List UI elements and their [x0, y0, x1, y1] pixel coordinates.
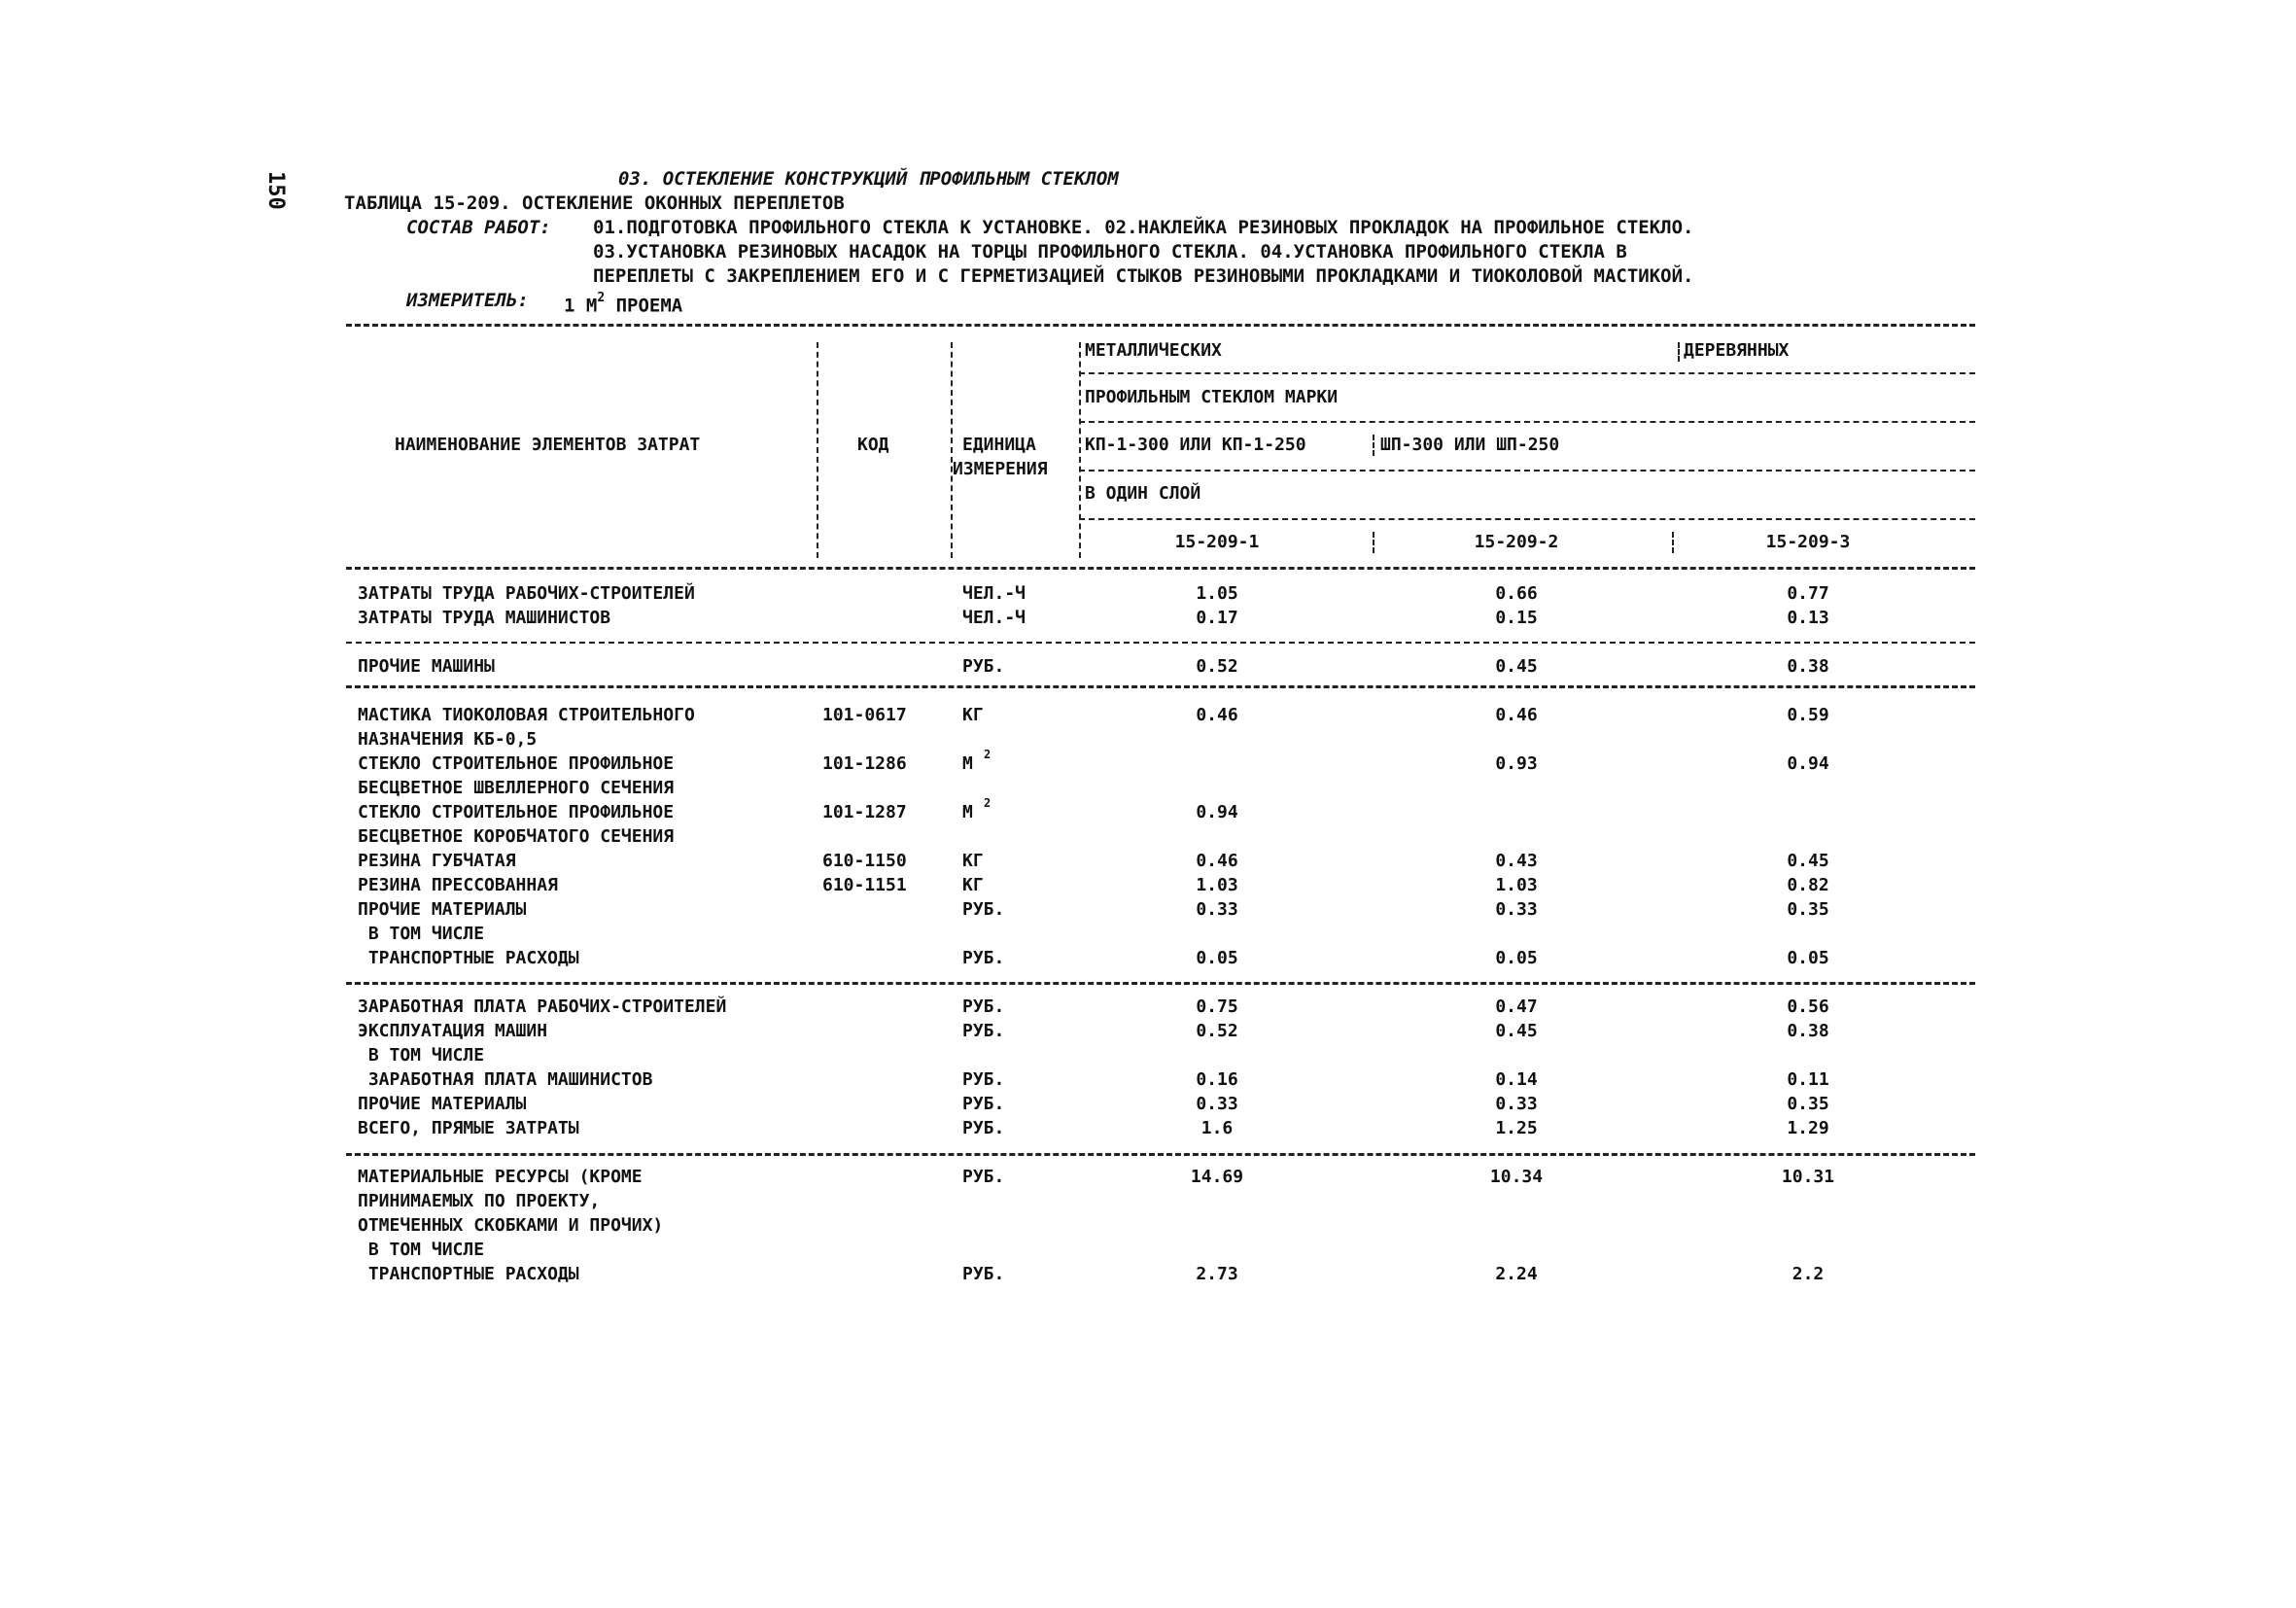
row-name: ОТМЕЧЕННЫХ СКОБКАМИ И ПРОЧИХ)	[358, 1215, 664, 1236]
col-divider	[1079, 342, 1081, 558]
table-row	[0, 1165, 2296, 1189]
row-value-15-209-3: 0.77	[1787, 583, 1829, 604]
row-name: ПРОЧИЕ МАШИНЫ	[358, 656, 495, 677]
row-value-15-209-2: 0.15	[1495, 608, 1538, 628]
table-row	[0, 581, 2296, 606]
table-row	[0, 995, 2296, 1019]
row-name: БЕСЦВЕТНОЕ КОРОБЧАТОГО СЕЧЕНИЯ	[358, 826, 675, 847]
row-unit: М	[962, 753, 973, 774]
table-row	[0, 873, 2296, 897]
section-rule	[346, 1153, 1975, 1156]
row-value-15-209-1: 0.33	[1196, 1094, 1238, 1114]
row-unit: РУБ.	[962, 1167, 1005, 1187]
row-name: В ТОМ ЧИСЛЕ	[358, 1240, 485, 1260]
table-row	[0, 1092, 2296, 1116]
row-value-15-209-2: 0.33	[1495, 1094, 1538, 1114]
row-value-15-209-2: 0.45	[1495, 1021, 1538, 1041]
row-value-15-209-1: 0.46	[1196, 851, 1238, 871]
row-unit: РУБ.	[962, 996, 1005, 1017]
row-unit: М	[962, 802, 973, 822]
row-value-15-209-2: 10.34	[1489, 1167, 1544, 1187]
row-value-15-209-3: 0.38	[1787, 1021, 1829, 1041]
row-name: НАЗНАЧЕНИЯ КБ-0,5	[358, 729, 538, 750]
header-code-col: КОД	[857, 435, 889, 455]
row-value-15-209-2: 0.33	[1495, 899, 1538, 920]
row-code: 610-1150	[822, 851, 907, 871]
header-rule	[1079, 518, 1975, 520]
row-value-15-209-3: 0.56	[1787, 996, 1829, 1017]
row-value-15-209-3: 0.13	[1787, 608, 1829, 628]
table-row	[0, 1067, 2296, 1092]
header-rule	[1079, 421, 1975, 423]
table-top-rule	[346, 324, 1975, 327]
row-value-15-209-3: 0.35	[1787, 899, 1829, 920]
row-value-15-209-3: 0.38	[1787, 656, 1829, 677]
row-unit: РУБ.	[962, 1069, 1005, 1090]
measure-value	[564, 289, 682, 318]
row-code: 101-0617	[822, 705, 907, 725]
table-row	[0, 922, 2296, 946]
row-value-15-209-1: 14.69	[1190, 1167, 1244, 1187]
row-code: 610-1151	[822, 875, 907, 895]
table-row	[0, 849, 2296, 873]
row-unit-sup: 2	[984, 796, 991, 810]
row-unit: РУБ.	[962, 948, 1005, 968]
header-col-3: 15-209-3	[1765, 532, 1851, 552]
table-row	[0, 897, 2296, 922]
col-divider	[1373, 532, 1374, 553]
row-unit: РУБ.	[962, 1021, 1005, 1041]
table-row	[0, 727, 2296, 752]
row-value-15-209-3: 0.94	[1787, 753, 1829, 774]
row-value-15-209-2: 0.46	[1495, 705, 1538, 725]
header-metal: МЕТАЛЛИЧЕСКИХ	[1085, 340, 1222, 361]
measure-value-sup: 2	[597, 291, 606, 305]
row-unit: ЧЕЛ.-Ч	[962, 583, 1026, 604]
header-col-2: 15-209-2	[1474, 532, 1559, 552]
header-unit-col: ЕДИНИЦА	[962, 435, 1036, 455]
row-value-15-209-2: 0.45	[1495, 656, 1538, 677]
work-composition-line: 03.УСТАНОВКА РЕЗИНОВЫХ НАСАДОК НА ТОРЦЫ ПРОФИЛЬНОГО СТЕКЛА. 04.УСТАНОВКА ПРОФИЛЬНОГО СТЕКЛА В	[593, 241, 1627, 262]
row-name: ПРОЧИЕ МАТЕРИАЛЫ	[358, 1094, 527, 1114]
row-value-15-209-2: 1.03	[1495, 875, 1538, 895]
table-title: ТАБЛИЦА 15-209. ОСТЕКЛЕНИЕ ОКОННЫХ ПЕРЕПЛЕТОВ	[344, 192, 845, 214]
col-divider	[1373, 435, 1374, 456]
table-row	[0, 1262, 2296, 1286]
col-divider	[951, 342, 953, 558]
table-row	[0, 654, 2296, 679]
row-name: ЭКСПЛУАТАЦИЯ МАШИН	[358, 1021, 548, 1041]
table-row	[0, 776, 2296, 800]
row-value-15-209-1: 0.16	[1196, 1069, 1238, 1090]
col-divider	[1672, 532, 1674, 553]
row-name: МАСТИКА ТИОКОЛОВАЯ СТРОИТЕЛЬНОГО	[358, 705, 695, 725]
row-unit: РУБ.	[962, 1264, 1005, 1284]
header-rule	[1079, 470, 1975, 472]
row-value-15-209-1: 1.05	[1196, 583, 1238, 604]
row-value-15-209-3: 0.82	[1787, 875, 1829, 895]
row-name: ЗАТРАТЫ ТРУДА РАБОЧИХ-СТРОИТЕЛЕЙ	[358, 583, 695, 604]
page-number: 150	[263, 171, 288, 210]
measure-value-text: ПРОЕМА	[605, 295, 683, 317]
row-unit: РУБ.	[962, 899, 1005, 920]
row-value-15-209-3: 2.2	[1792, 1264, 1825, 1284]
row-unit: ЧЕЛ.-Ч	[962, 608, 1026, 628]
row-unit: РУБ.	[962, 1118, 1005, 1138]
col-divider	[817, 342, 818, 558]
row-value-15-209-1: 0.94	[1196, 802, 1238, 822]
row-name: ТРАНСПОРТНЫЕ РАСХОДЫ	[358, 948, 579, 968]
header-col-1: 15-209-1	[1174, 532, 1260, 552]
row-value-15-209-2: 0.14	[1495, 1069, 1538, 1090]
table-row	[0, 1019, 2296, 1043]
row-value-15-209-3: 0.45	[1787, 851, 1829, 871]
row-name: ТРАНСПОРТНЫЕ РАСХОДЫ	[358, 1264, 579, 1284]
header-name-col: НАИМЕНОВАНИЕ ЭЛЕМЕНТОВ ЗАТРАТ	[395, 435, 701, 455]
row-code: 101-1287	[822, 802, 907, 822]
row-value-15-209-1: 0.52	[1196, 656, 1238, 677]
table-row	[0, 824, 2296, 849]
work-composition-line: ПЕРЕПЛЕТЫ С ЗАКРЕПЛЕНИЕМ ЕГО И С ГЕРМЕТИЗАЦИЕЙ СТЫКОВ РЕЗИНОВЫМИ ПРОКЛАДКАМИ И ТИОКОЛОВОЙ МАСТИКОЙ.	[593, 265, 1694, 287]
table-row	[0, 1238, 2296, 1262]
row-value-15-209-1: 0.46	[1196, 705, 1238, 725]
header-wood: ДЕРЕВЯННЫХ	[1684, 340, 1790, 361]
row-name: ЗАТРАТЫ ТРУДА МАШИНИСТОВ	[358, 608, 611, 628]
header-brand-2: ШП-300 ИЛИ ШП-250	[1380, 435, 1560, 455]
row-name: В ТОМ ЧИСЛЕ	[358, 924, 485, 944]
table-row	[0, 1213, 2296, 1238]
row-value-15-209-1: 0.33	[1196, 899, 1238, 920]
section-title: 03. ОСТЕКЛЕНИЕ КОНСТРУКЦИЙ ПРОФИЛЬНЫМ СТЕКЛОМ	[618, 168, 1119, 190]
row-name: ПРИНИМАЕМЫХ ПО ПРОЕКТУ,	[358, 1191, 601, 1211]
row-name: РЕЗИНА ГУБЧАТАЯ	[358, 851, 516, 871]
row-value-15-209-1: 0.52	[1196, 1021, 1238, 1041]
table-row	[0, 796, 2296, 824]
row-value-15-209-1: 0.17	[1196, 608, 1238, 628]
row-name: ПРОЧИЕ МАТЕРИАЛЫ	[358, 899, 527, 920]
row-value-15-209-3: 0.59	[1787, 705, 1829, 725]
row-name: МАТЕРИАЛЬНЫЕ РЕСУРСЫ (КРОМЕ	[358, 1167, 643, 1187]
row-code: 101-1286	[822, 753, 907, 774]
table-row	[0, 1043, 2296, 1067]
row-value-15-209-2: 0.43	[1495, 851, 1538, 871]
row-name: СТЕКЛО СТРОИТЕЛЬНОЕ ПРОФИЛЬНОЕ	[358, 802, 675, 822]
header-profile-brand: ПРОФИЛЬНЫМ СТЕКЛОМ МАРКИ	[1085, 387, 1339, 407]
row-name: В ТОМ ЧИСЛЕ	[358, 1045, 485, 1066]
work-composition-label: СОСТАВ РАБОТ:	[406, 217, 551, 238]
row-value-15-209-3: 0.35	[1787, 1094, 1829, 1114]
col-divider	[1678, 342, 1680, 362]
measure-value-text: 1 М	[564, 295, 598, 317]
row-value-15-209-3: 1.29	[1787, 1118, 1829, 1138]
row-value-15-209-2: 0.93	[1495, 753, 1538, 774]
header-bottom-rule	[346, 567, 1975, 570]
row-value-15-209-1: 1.6	[1200, 1118, 1234, 1138]
row-value-15-209-3: 0.11	[1787, 1069, 1829, 1090]
section-rule	[346, 685, 1975, 688]
row-unit: КГ	[962, 851, 984, 871]
row-name: СТЕКЛО СТРОИТЕЛЬНОЕ ПРОФИЛЬНОЕ	[358, 753, 675, 774]
row-unit: КГ	[962, 705, 984, 725]
header-brand-1: КП-1-300 ИЛИ КП-1-250	[1085, 435, 1306, 455]
table-row	[0, 946, 2296, 970]
row-name: БЕСЦВЕТНОЕ ШВЕЛЛЕРНОГО СЕЧЕНИЯ	[358, 778, 675, 798]
row-value-15-209-1: 1.03	[1196, 875, 1238, 895]
row-name: РЕЗИНА ПРЕССОВАННАЯ	[358, 875, 558, 895]
row-value-15-209-3: 0.05	[1787, 948, 1829, 968]
row-name: ВСЕГО, ПРЯМЫЕ ЗАТРАТЫ	[358, 1118, 579, 1138]
row-name: ЗАРАБОТНАЯ ПЛАТА МАШИНИСТОВ	[358, 1069, 653, 1090]
row-value-15-209-3: 10.31	[1781, 1167, 1835, 1187]
row-value-15-209-2: 0.47	[1495, 996, 1538, 1017]
row-value-15-209-1: 2.73	[1196, 1264, 1238, 1284]
header-layer: В ОДИН СЛОЙ	[1085, 483, 1201, 504]
header-rule	[1079, 372, 1975, 374]
table-row	[0, 703, 2296, 727]
row-value-15-209-2: 1.25	[1495, 1118, 1538, 1138]
row-value-15-209-2: 0.05	[1495, 948, 1538, 968]
row-unit: РУБ.	[962, 1094, 1005, 1114]
row-unit: РУБ.	[962, 656, 1005, 677]
work-composition-line: 01.ПОДГОТОВКА ПРОФИЛЬНОГО СТЕКЛА К УСТАНОВКЕ. 02.НАКЛЕЙКА РЕЗИНОВЫХ ПРОКЛАДОК НА ПРОФИЛЬНОЕ СТЕКЛО.	[593, 217, 1694, 238]
row-value-15-209-1: 0.05	[1196, 948, 1238, 968]
table-row	[0, 748, 2296, 776]
row-unit-sup: 2	[984, 748, 991, 761]
row-value-15-209-1: 0.75	[1196, 996, 1238, 1017]
table-row	[0, 1189, 2296, 1213]
table-row	[0, 1116, 2296, 1140]
row-name: ЗАРАБОТНАЯ ПЛАТА РАБОЧИХ-СТРОИТЕЛЕЙ	[358, 996, 727, 1017]
measure-label: ИЗМЕРИТЕЛЬ:	[406, 290, 529, 311]
table-row	[0, 606, 2296, 630]
header-unit-col: ИЗМЕРЕНИЯ	[953, 459, 1048, 479]
row-value-15-209-2: 2.24	[1495, 1264, 1538, 1284]
section-rule	[346, 982, 1975, 985]
section-rule	[346, 642, 1975, 644]
row-value-15-209-2: 0.66	[1495, 583, 1538, 604]
row-unit: КГ	[962, 875, 984, 895]
